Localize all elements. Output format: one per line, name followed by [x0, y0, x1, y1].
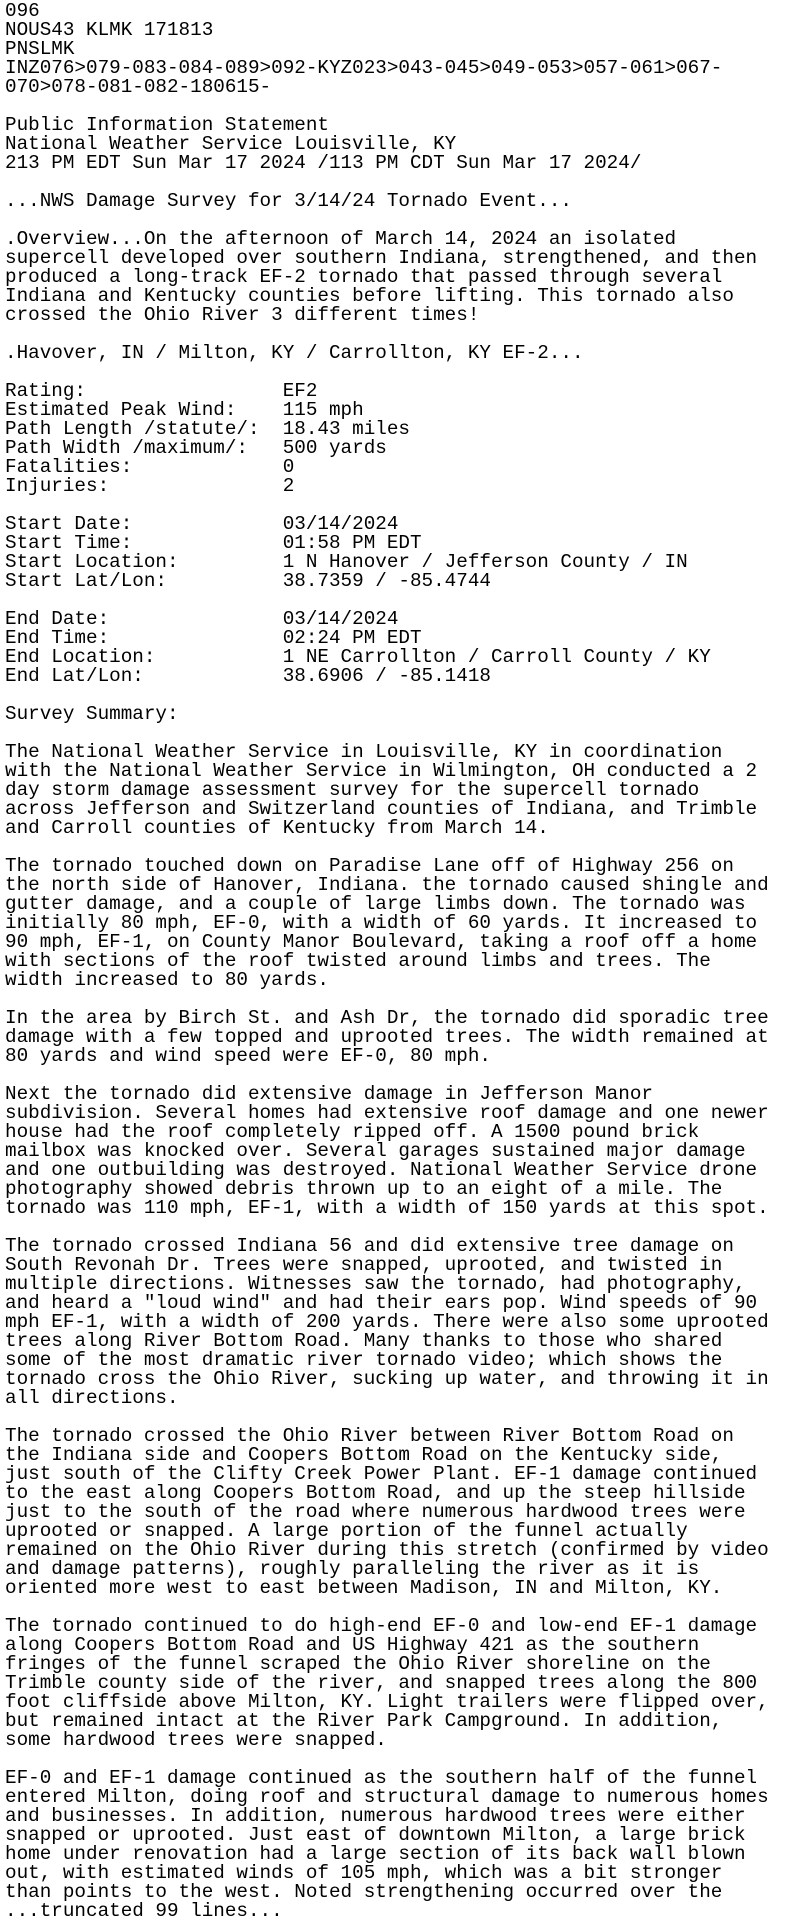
text-line: along Coopers Bottom Road and US Highway 421 as the southern: [5, 1634, 700, 1656]
text-line: out, with estimated winds of 105 mph, which was a bit stronger: [5, 1862, 723, 1884]
text-line: Survey Summary:: [5, 703, 179, 725]
text-line: crossed the Ohio River 3 different times!: [5, 304, 480, 326]
text-line: National Weather Service Louisville, KY: [5, 133, 457, 155]
text-line: The tornado touched down on Paradise Lane off of Highway 256 on: [5, 855, 734, 877]
text-line: the north side of Hanover, Indiana. the tornado caused shingle and: [5, 874, 769, 896]
text-line: 213 PM EDT Sun Mar 17 2024 /113 PM CDT Sun Mar 17 2024/: [5, 152, 642, 174]
text-line: multiple directions. Witnesses saw the tornado, had photography,: [5, 1273, 746, 1295]
text-line: supercell developed over southern Indiana, strengthened, and then: [5, 247, 758, 269]
text-line: subdivision. Several homes had extensive roof damage and one newer: [5, 1102, 769, 1124]
text-line: photography showed debris thrown up to an eight of a mile. The: [5, 1178, 723, 1200]
text-line: Start Location: 1 N Hanover / Jefferson County / IN: [5, 551, 688, 573]
text-line: End Time: 02:24 PM EDT: [5, 627, 422, 649]
text-line: Trimble county side of the river, and snapped trees along the 800: [5, 1672, 758, 1694]
text-line: Public Information Statement: [5, 114, 329, 136]
text-line: home under renovation had a large section of its back wall blown: [5, 1843, 746, 1865]
text-line: and damage patterns), roughly paralleling the river as it is: [5, 1558, 700, 1580]
text-line: The tornado crossed the Ohio River between River Bottom Road on: [5, 1425, 734, 1447]
text-line: with sections of the roof twisted around limbs and trees. The: [5, 950, 711, 972]
text-line: day storm damage assessment survey for the supercell tornado: [5, 779, 700, 801]
text-line: ...truncated 99 lines...: [5, 1900, 283, 1922]
text-line: gutter damage, and a couple of large limbs down. The tornado was: [5, 893, 746, 915]
text-line: 070>078-081-082-180615-: [5, 76, 272, 98]
text-line: and businesses. In addition, numerous hardwood trees were either: [5, 1805, 746, 1827]
text-line: entered Milton, doing roof and structural damage to numerous homes: [5, 1786, 769, 1808]
text-line: initially 80 mph, EF-0, with a width of 60 yards. It increased to: [5, 912, 758, 934]
text-line: uprooted or snapped. A large portion of the funnel actually: [5, 1520, 688, 1542]
text-line: Fatalities: 0: [5, 456, 295, 478]
text-line: snapped or uprooted. Just east of downtown Milton, a large brick: [5, 1824, 746, 1846]
text-line: In the area by Birch St. and Ash Dr, the tornado did sporadic tree: [5, 1007, 769, 1029]
text-line: damage with a few topped and uprooted trees. The width remained at: [5, 1026, 769, 1048]
text-line: some of the most dramatic river tornado video; which shows the: [5, 1349, 723, 1371]
text-line: Next the tornado did extensive damage in Jefferson Manor: [5, 1083, 653, 1105]
text-line: to the east along Coopers Bottom Road, and up the steep hillside: [5, 1482, 746, 1504]
text-line: South Revonah Dr. Trees were snapped, uprooted, and twisted in: [5, 1254, 723, 1276]
text-line: Start Date: 03/14/2024: [5, 513, 399, 535]
text-line: EF-0 and EF-1 damage continued as the southern half of the funnel: [5, 1767, 758, 1789]
text-line: some hardwood trees were snapped.: [5, 1729, 387, 1751]
text-line: The tornado continued to do high-end EF-0 and low-end EF-1 damage: [5, 1615, 758, 1637]
text-line: NOUS43 KLMK 171813: [5, 19, 214, 41]
text-line: the Indiana side and Coopers Bottom Road on the Kentucky side,: [5, 1444, 723, 1466]
text-line: End Date: 03/14/2024: [5, 608, 399, 630]
document-body: [5, 2, 801, 1921]
text-line: just to the south of the road where numerous hardwood trees were: [5, 1501, 746, 1523]
text-line: remained on the Ohio River during this stretch (confirmed by video: [5, 1539, 769, 1561]
text-line: Indiana and Kentucky counties before lifting. This tornado also: [5, 285, 734, 307]
text-line: End Location: 1 NE Carrollton / Carroll County / KY: [5, 646, 711, 668]
text-line: all directions.: [5, 1387, 179, 1409]
text-line: trees along River Bottom Road. Many thanks to those who shared: [5, 1330, 723, 1352]
text-line: Start Time: 01:58 PM EDT: [5, 532, 422, 554]
text-line: 096: [5, 0, 40, 22]
text-line: .Havover, IN / Milton, KY / Carrollton, KY EF-2...: [5, 342, 584, 364]
text-line: INZ076>079-083-084-089>092-KYZ023>043-045>049-053>057-061>067-: [5, 57, 723, 79]
text-line: Estimated Peak Wind: 115 mph: [5, 399, 364, 421]
text-line: Injuries: 2: [5, 475, 295, 497]
text-line: foot cliffside above Milton, KY. Light trailers were flipped over,: [5, 1691, 769, 1713]
text-line: and Carroll counties of Kentucky from March 14.: [5, 817, 549, 839]
text-line: 80 yards and wind speed were EF-0, 80 mph.: [5, 1045, 491, 1067]
text-line: fringes of the funnel scraped the Ohio River shoreline on the: [5, 1653, 711, 1675]
text-line: across Jefferson and Switzerland counties of Indiana, and Trimble: [5, 798, 758, 820]
text-line: with the National Weather Service in Wilmington, OH conducted a 2: [5, 760, 758, 782]
text-line: mph EF-1, with a width of 200 yards. There were also some uprooted: [5, 1311, 769, 1333]
text-line: .Overview...On the afternoon of March 14, 2024 an isolated: [5, 228, 677, 250]
text-line: 90 mph, EF-1, on County Manor Boulevard, taking a roof off a home: [5, 931, 758, 953]
text-line: just south of the Clifty Creek Power Plant. EF-1 damage continued: [5, 1463, 758, 1485]
text-line: than points to the west. Noted strengthening occurred over the: [5, 1881, 723, 1903]
text-line: house had the roof completely ripped off. A 1500 pound brick: [5, 1121, 700, 1143]
text-line: ...NWS Damage Survey for 3/14/24 Tornado Event...: [5, 190, 572, 212]
text-line: oriented more west to east between Madison, IN and Milton, KY.: [5, 1577, 723, 1599]
text-line: but remained intact at the River Park Campground. In addition,: [5, 1710, 723, 1732]
text-line: End Lat/Lon: 38.6906 / -85.1418: [5, 665, 491, 687]
text-line: The National Weather Service in Louisville, KY in coordination: [5, 741, 723, 763]
text-line: Path Width /maximum/: 500 yards: [5, 437, 387, 459]
text-line: and one outbuilding was destroyed. National Weather Service drone: [5, 1159, 758, 1181]
text-line: mailbox was knocked over. Several garages sustained major damage: [5, 1140, 746, 1162]
text-line: produced a long-track EF-2 tornado that passed through several: [5, 266, 723, 288]
text-line: Rating: EF2: [5, 380, 318, 402]
text-line: and heard a "loud wind" and had their ears pop. Wind speeds of 90: [5, 1292, 758, 1314]
text-line: Start Lat/Lon: 38.7359 / -85.4744: [5, 570, 491, 592]
text-line: tornado cross the Ohio River, sucking up water, and throwing it in: [5, 1368, 769, 1390]
text-line: PNSLMK: [5, 38, 75, 60]
text-line: The tornado crossed Indiana 56 and did extensive tree damage on: [5, 1235, 734, 1257]
text-line: width increased to 80 yards.: [5, 969, 329, 991]
text-line: tornado was 110 mph, EF-1, with a width of 150 yards at this spot.: [5, 1197, 769, 1219]
text-line: Path Length /statute/: 18.43 miles: [5, 418, 410, 440]
